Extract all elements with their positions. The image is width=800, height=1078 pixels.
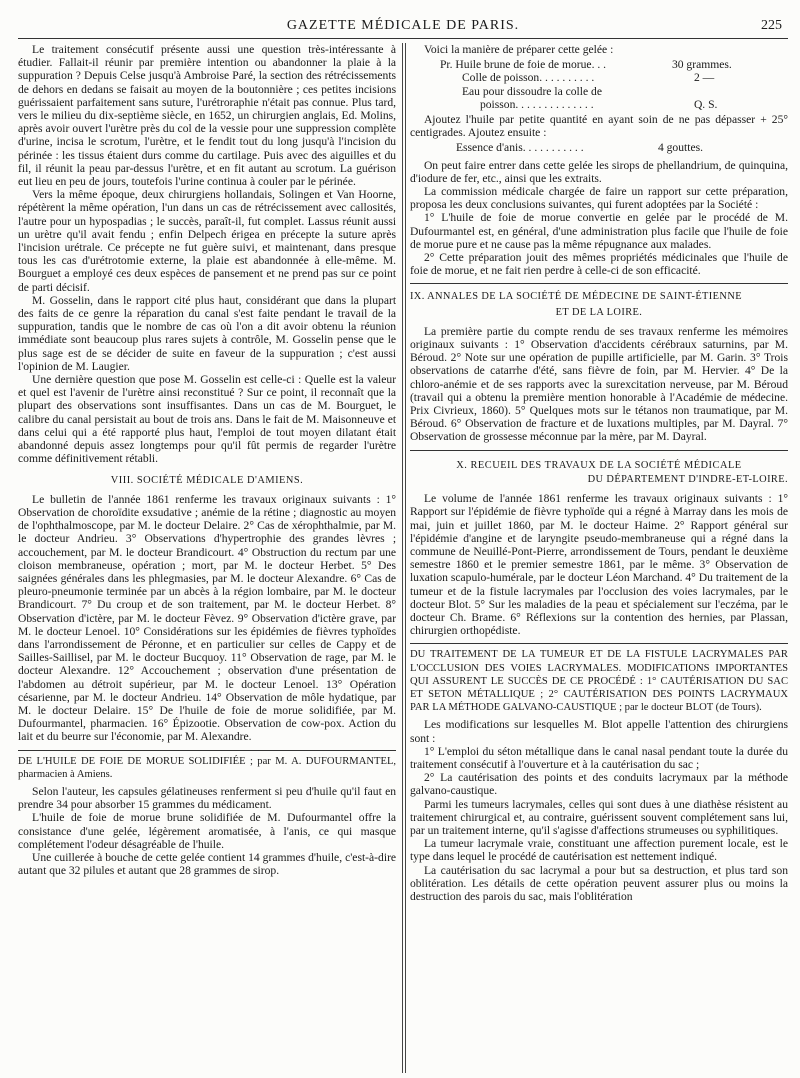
section-heading-x: X. RECUEIL DES TRAVAUX DE LA SOCIÉTÉ MÉDICALE [456,459,742,471]
paragraph: 1° L'huile de foie de morue convertie en gelée par le procédé de M. Dufourmantel est, en général, d'une administration plus facile que l'huile de foie de morue pure et ne cause pas la même répugnance aux malades. [409,211,789,251]
article-heading: DE L'HUILE DE FOIE DE MORUE SOLIDIFIÉE ; par M. A. DUFOURMANTEL, pharmacien à Amiens. [18,755,397,780]
recipe-row [440,85,788,98]
paragraph: Parmi les tumeurs lacrymales, celles qui sont dues à une diathèse résistent au traitement chirurgical et, au contraire, guérissent souvent complétement sans lui, par un traitement interne, qu'il s'agisse d'affections strumeuses ou syphilitiques. [409,797,789,837]
right-column [410,43,788,1073]
recipe-ingredient: Colle de poisson. . . . . . . . . . [461,71,595,85]
recipe-ingredient: Essence d'anis. . . . . . . . . . . [455,141,584,155]
recipe-quantity: Q. S. [693,97,718,111]
recipe-quantity: 2 — [693,71,715,85]
article-heading: DU TRAITEMENT DE LA TUMEUR ET DE LA FISTULE LACRYMALES PAR L'OCCLUSION DES VOIES LACRYMALES. MODIFICATIONS IMPORTANTES QUI ASSURENT LE SUCCÈS DE CE PROCÉDÉ : 1° CAUTÉRISATION DU SAC ET SETON MÉTALLIQUE ; 2° CAUTÉRISATION DES POINTS LACRYMAUX PAR LA MÉTHODE GALVANO-CAUSTIQUE ; par le docteur BLOT (de Tours). [409,649,789,714]
paragraph: On peut faire entrer dans cette gelée les sirops de phellandrium, de quinquina, d'iodure de fer, etc., ainsi que les extraits. [409,158,789,185]
paragraph: L'huile de foie de morue brune solidifiée de M. Dufourmantel offre la consistance d'une gelée, légèrement aromatisée, à l'anis, ce qui masque complétement l'odeur désagréable de l'huile. [18,811,397,851]
recipe-row [440,98,788,111]
recipe-row [440,58,788,71]
page-header [18,14,788,39]
paragraph: Une cuillerée à bouche de cette gelée contient 14 grammes d'huile, c'est-à-dire autant que 32 pilules et autant que 28 grammes de sirop. [18,850,397,878]
paragraph: Voici la manière de préparer cette gelée : [423,43,614,56]
paragraph: Le traitement consécutif présente aussi une question très-intéressante à étudier. Fallait-il réunir par première intention ou abandonner la plaie à la suppuration ? Depuis Celse jusqu'à Ambroise Paré, la section des rétrécissements de dehors en dedans se faisait au moyen de la boutonnière ; ces petites incisions guérissaient parfaitement sans suture, l'urétroraphie n'était pas connue. Plus tard, vers le milieu du dix-septième siècle, en 1652, un chirurgien anglais, Ed. Molins, après avoir ouvert l'urètre près du col de la vessie pour une suppression complète d'urine, incisa le scrotum, l'urètre, et le fendit tout du long jusqu'à l'incision du périnée : les tissus étaient durs comme du cartilage. Puis avec des aiguilles et du fil, il réunit la peau par-dessus l'urètre, et en fit autant au scrotum. La guérison eut lieu en peu de jours, toutefois l'urine continua à couler par le périnée. [18,43,397,189]
journal-title: GAZETTE MÉDICALE DE PARIS. [286,18,520,33]
paragraph: Selon l'auteur, les capsules gélatineuses renferment si peu d'huile qu'il faut en prendre 34 pour absorber 15 grammes du médicament. [18,784,397,812]
paragraph: Ajoutez l'huile par petite quantité en ayant soin de ne pas dépasser + 25° centigrades. Ajoutez ensuite : [409,113,789,140]
paragraph: Le volume de l'année 1861 renferme les travaux originaux suivants : 1° Rapport sur l'épidémie de fièvre typhoïde qui a régné à Marray dans les mois de mai, juin et juillet 1860, par M. le docteur Haime. 2° Rapport général sur l'épidémie d'angine et de laryngite pseudo-membraneuse qui a régné dans la commune de Neuillé-Pont-Pierre, arrondissement de Tours, pendant le deuxième semestre 1860 et le premier semestre 1861, par le même. 3° Observation de luxation scapulo-humérale, par le docteur Léon Marchand. 4° Du traitement de la tumeur et de la fistule lacrymales par l'occlusion des voies lacrymales, par le docteur Blot. 5° Sur les maladies de la peau et spécialement sur l'eczéma, par le docteur Ch. Brame. 6° Réflexions sur la contention des hernies, par Plassan, chirurgien orthopédiste. [409,492,789,638]
paragraph: La première partie du compte rendu de ses travaux renferme les mémoires originaux suivants : 1° Observation d'accidents cérébraux saturnins, par M. Béroud. 2° Note sur une opération de pupille artificielle, par M. Garin. 3° Trois observations de catarrhe d'été, sans fièvre de foin, par M. Hervier. 4° De la chloro-anémie et de ses rapports avec la surexcitation nerveuse, par M. Béroud (travail qui a obtenu la première mention honorable à l'Académie de médecine. Prix Civrieux, 1860). 5° Quelques mots sur le tétanos non traumatique, par M. Béroud. 6° Observation de fracture et de luxations multiples, par M. Dayral. 7° Observation de grossesse méconnue par la mère, par M. Dayral. [409,324,789,444]
section-heading-x-continued: DU DÉPARTEMENT D'INDRE-ET-LOIRE. [587,473,789,485]
page-number: 225 [761,18,782,33]
essence-row [456,141,788,154]
divider [410,643,788,644]
paragraph: Une dernière question que pose M. Gosselin est celle-ci : Quelle est la valeur et quel est l'avenir de l'urètre ainsi reconstitué ? Sur ce point, il reconnaît que la plupart des observations sont insuffisantes. Dans un cas de M. Bourguet, le calibre du canal persistait au bout de trois ans. Dans le fait de M. Maisonneuve et dans celui qui a été rapporté plus haut, l'emploi de tout moyen dilatant était abandonné depuis assez longtemps pour qu'il fût permis de regarder l'urètre comme définitivement rétabli. [18,373,397,466]
paragraph: La tumeur lacrymale vraie, constituant une affection purement locale, est le type dans lequel le procédé de cautérisation est nettement indiqué. [409,837,789,864]
section-heading-ix: IX. ANNALES DE LA SOCIÉTÉ DE MÉDECINE DE SAINT-ÉTIENNE [409,291,742,303]
paragraph: Les modifications sur lesquelles M. Blot appelle l'attention des chirurgiens sont : [409,718,789,745]
divider [18,750,396,751]
divider [410,450,788,451]
recipe-row [440,71,788,84]
column-divider [396,43,410,1073]
recipe-quantity: 30 grammes. [671,58,732,72]
paragraph: 2° Cette préparation jouit des mêmes propriétés médicinales que l'huile de foie de morue, et ne fait rien perdre à celle-ci de son efficacité. [409,251,789,278]
recipe-table [440,58,788,111]
paragraph: M. Gosselin, dans le rapport cité plus haut, considérant que dans la plupart des faits de ce genre la réparation du canal s'est faite pendant le travail de la suppuration, tandis que le nombre de cas où l'on a dit avoir obtenu la réunion immédiate sont beaucoup plus rares sujets à contrôle, M. Gosselin pense que le plus sage est de se décider de suite en faveur de la suppuration ; c'est aussi l'opinion de M. Laugier. [18,293,397,373]
recipe-ingredient: Pr. Huile brune de foie de morue. . . [439,58,607,72]
section-heading-ix-continued: ET DE LA LOIRE. [555,306,643,318]
paragraph: La commission médicale chargée de faire un rapport sur cette préparation, proposa les deux conclusions suivantes, qui furent adoptées par la Société : [409,185,789,212]
paragraph: Vers la même époque, deux chirurgiens hollandais, Solingen et Van Hoorne, répétèrent la même opération, l'un dans un cas de rétrécissement avec callosités, l'autre pour un hypospadias ; le succès, paraît-il, fut complet. Lassus réunit aussi un urètre qu'il avait fendu ; enfin Delpech érigea en précepte la suture après l'incision urétrale. Ce précepte ne fut guère suivi, et maintenant, dans presque tous les cas d'urétrotomie externe, la plaie est abandonnée à elle-même. M. Bourguet a employé ces deux espèces de pansement et ne prend pas sur ce point de parti décisif. [18,188,397,294]
left-column [18,43,396,1073]
recipe-ingredient: poisson. . . . . . . . . . . . . . [479,97,594,111]
paragraph: 1° L'emploi du séton métallique dans le canal nasal pendant toute la durée du traitement consécutif à l'ouverture et à la cautérisation du sac ; [409,744,789,771]
paragraph: Le bulletin de l'année 1861 renferme les travaux originaux suivants : 1° Observation de choroïdite exsudative ; anémie de la rétine ; diagnostic au moyen de l'ophthalmoscope, par M. le docteur Delaire. 2° Cas de xérophthalmie, par M. le docteur Andrieu. 3° Observations d'hypertrophie des grandes lèvres ; accouchement, par M. le docteur Brandicourt. 4° Obstruction du rectum par une cloison membraneuse, opération ; mort, par M. le docteur Herbet. 5° Des saignées générales dans les phlegmasies, par M. le docteur Alexandre. 6° Cas de pleuro-pneumonie terminée par un abcès à la région lombaire, par M. le docteur Brandicourt. 7° Du croup et de son traitement, par M. le docteur Herbet. 8° Observation d'ictère, par M. le docteur Fèvez. 9° Observation d'ictère grave, par M. le docteur Lenoel. 10° Considérations sur les épidémies de fièvres typhoïdes dans l'arrondissement de Péronne, et en particulier sur celles de Cappy et de Sailles-Saillisel, par M. le docteur Bucquoy. 11° Observation de rage, par M. le docteur Alexandre. 12° Accouchement ; observation d'une présentation de l'abdomen au détroit supérieur, par M. le docteur Lenoel. 13° Opération césarienne, par M. le docteur Andrieu. 14° Observation de môle hydatique, par M. le docteur Delaire. 15° De l'huile de foie de morue solidifiée, par M. Dufourmantel, pharmacien. 16° Épizootie. Observation de cow-pox. Action du lait et du beurre sur l'économie, par M. Alexandre. [18,492,397,744]
paragraph: 2° La cautérisation des points et des conduits lacrymaux par la méthode galvano-caustique. [409,771,789,798]
columns [18,43,788,1073]
recipe-quantity [694,85,788,98]
divider [410,283,788,284]
paragraph: La cautérisation du sac lacrymal a pour but sa destruction, et plus tard son oblitération. Les détails de cette opération peuvent assurer plus ou moins la destruction des parois du sac, mais l'oblitération [409,863,789,903]
section-heading-viii: VIII. SOCIÉTÉ MÉDICALE D'AMIENS. [110,474,304,486]
recipe-ingredient: Eau pour dissoudre la colle de [461,84,602,98]
recipe-quantity: 4 gouttes. [657,141,704,155]
